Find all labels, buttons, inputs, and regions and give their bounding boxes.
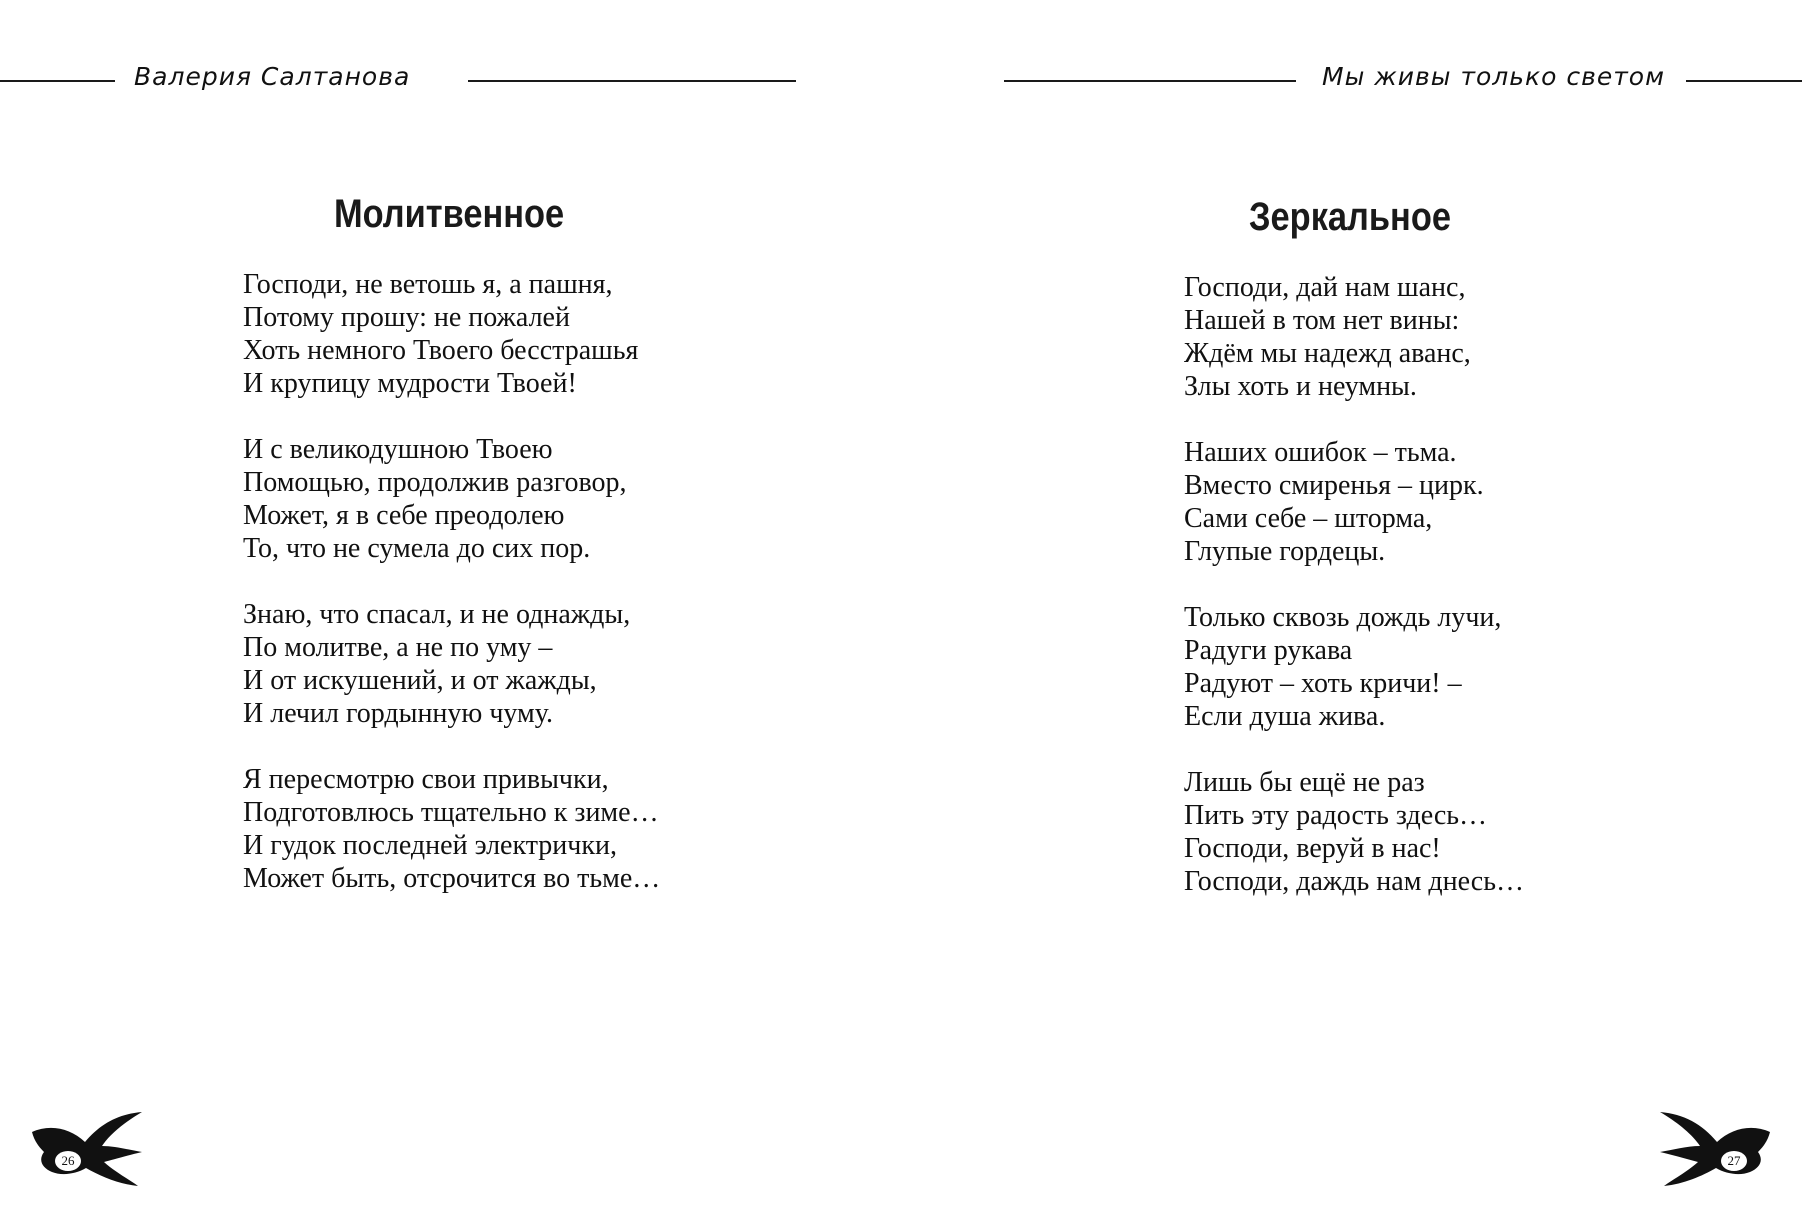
poem-line: Ждём мы надежд аванс,: [1184, 338, 1471, 369]
poem-line: Может, я в себе преодолею: [243, 500, 565, 531]
poem-line: Подготовлюсь тщательно к зиме…: [243, 797, 659, 828]
poem-line: Потому прошу: не пожалей: [243, 302, 570, 333]
poem-line: Лишь бы ещё не раз: [1184, 767, 1425, 798]
poem-line: Может быть, отсрочится во тьме…: [243, 863, 661, 894]
poem-line: И гудок последней электрички,: [243, 830, 617, 861]
stanza: [243, 598, 660, 730]
poem-line: Сами себе – шторма,: [1184, 503, 1433, 534]
poem-line: Нашей в том нет вины:: [1184, 305, 1460, 336]
right-running-head: Мы живы только светом: [1322, 62, 1665, 91]
poem-line: По молитве, а не по уму –: [243, 632, 553, 663]
poem-line: Хоть немного Твоего бесстрашья: [243, 335, 639, 366]
poem-line: Я пересмотрю свои привычки,: [243, 764, 609, 795]
right-poem-body: [1184, 271, 1524, 931]
poem-line: Господи, веруй в нас!: [1184, 833, 1441, 864]
stanza: [243, 433, 660, 565]
poem-line: Господи, дай нам шанс,: [1184, 272, 1466, 303]
poem-line: И с великодушною Твоею: [243, 434, 553, 465]
stanza: [1184, 601, 1524, 733]
left-header-rule-left: [0, 80, 115, 82]
stanza: [243, 268, 660, 400]
poem-line: Глупые гордецы.: [1184, 536, 1386, 567]
poem-line: Господи, не ветошь я, а пашня,: [243, 269, 613, 300]
poem-line: Господи, даждь нам днесь…: [1184, 866, 1524, 897]
left-running-head: Валерия Салтанова: [134, 62, 411, 91]
stanza: [1184, 271, 1524, 403]
poem-line: Радуги рукава: [1184, 635, 1353, 666]
poem-line: Только сквозь дождь лучи,: [1184, 602, 1502, 633]
right-page-number: 27: [1727, 1153, 1741, 1168]
left-poem-title: Молитвенное: [334, 192, 565, 236]
stanza: [1184, 766, 1524, 898]
right-poem-title: Зеркальное: [1249, 195, 1451, 239]
left-page-number: 26: [61, 1153, 75, 1168]
poem-line: Радуют – хоть кричи! –: [1184, 668, 1462, 699]
poem-line: И крупицу мудрости Твоей!: [243, 368, 577, 399]
stanza: [1184, 436, 1524, 568]
poem-line: Пить эту радость здесь…: [1184, 800, 1488, 831]
poem-line: Злы хоть и неумны.: [1184, 371, 1417, 402]
swallow-icon: [30, 1110, 145, 1190]
right-header-rule-left: [1004, 80, 1296, 82]
poem-line: Вместо смиренья – цирк.: [1184, 470, 1484, 501]
right-header-rule-right: [1686, 80, 1802, 82]
stanza: [243, 763, 660, 895]
left-poem-body: [243, 268, 660, 928]
poem-line: Знаю, что спасал, и не однажды,: [243, 599, 631, 630]
poem-line: Наших ошибок – тьма.: [1184, 437, 1457, 468]
poem-line: Если душа жива.: [1184, 701, 1386, 732]
poem-line: То, что не сумела до сих пор.: [243, 533, 591, 564]
poem-line: Помощью, продолжив разговор,: [243, 467, 627, 498]
poem-line: И лечил гордынную чуму.: [243, 698, 553, 729]
swallow-icon: [1657, 1110, 1772, 1190]
poem-line: И от искушений, и от жажды,: [243, 665, 597, 696]
left-header-rule-right: [468, 80, 796, 82]
